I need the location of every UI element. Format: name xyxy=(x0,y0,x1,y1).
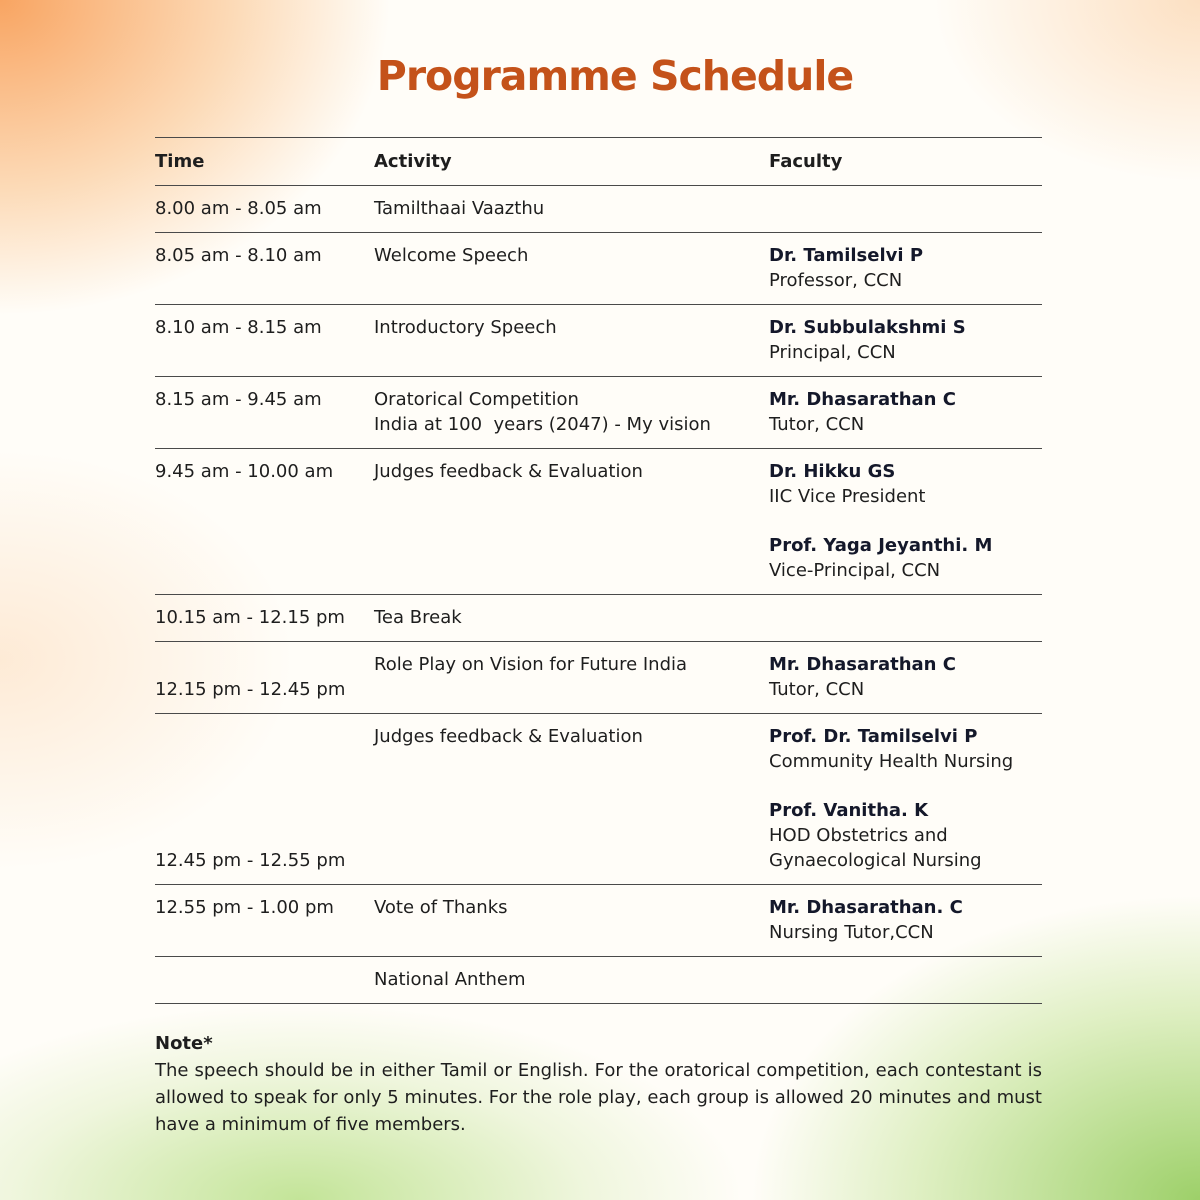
faculty-name: Dr. Hikku GS xyxy=(769,461,896,482)
row-activity xyxy=(374,377,769,449)
faculty-role: Principal, CCN xyxy=(769,342,896,363)
table-row xyxy=(155,885,1042,957)
faculty-name: Dr. Tamilselvi P xyxy=(769,245,924,266)
row-activity: Introductory Speech xyxy=(374,305,769,377)
row-time: 9.45 am - 10.00 am xyxy=(155,449,374,595)
table-row xyxy=(155,186,1042,233)
faculty-role: Professor, CCN xyxy=(769,270,903,291)
row-activity: Welcome Speech xyxy=(374,233,769,305)
table-row xyxy=(155,233,1042,305)
table-row xyxy=(155,377,1042,449)
faculty-role: Vice-Principal, CCN xyxy=(769,560,941,581)
faculty-name: Mr. Dhasarathan C xyxy=(769,389,956,410)
row-faculty xyxy=(769,595,1042,642)
row-time: 12.15 pm - 12.45 pm xyxy=(155,642,374,714)
faculty-role: Tutor, CCN xyxy=(769,414,865,435)
faculty-name: Mr. Dhasarathan. C xyxy=(769,897,963,918)
table-row xyxy=(155,595,1042,642)
row-time: 8.00 am - 8.05 am xyxy=(155,186,374,233)
row-faculty xyxy=(769,885,1042,957)
faculty-role: Gynaecological Nursing xyxy=(769,850,982,871)
row-faculty xyxy=(769,642,1042,714)
faculty-name: Prof. Yaga Jeyanthi. M xyxy=(769,535,993,556)
table-row xyxy=(155,714,1042,885)
table-row xyxy=(155,642,1042,714)
activity-subtitle: India at 100 years (2047) - My vision xyxy=(374,414,711,435)
row-time: 8.10 am - 8.15 am xyxy=(155,305,374,377)
table-row xyxy=(155,305,1042,377)
header-time: Time xyxy=(155,138,374,186)
row-faculty xyxy=(769,233,1042,305)
note-section xyxy=(155,1030,1042,1138)
schedule-table xyxy=(155,137,1042,1004)
row-activity: Vote of Thanks xyxy=(374,885,769,957)
activity-line: Oratorical Competition xyxy=(374,389,579,410)
row-time: 8.15 am - 9.45 am xyxy=(155,377,374,449)
row-activity: Judges feedback & Evaluation xyxy=(374,714,769,885)
note-text: The speech should be in either Tamil or English. For the oratorical competition, each contestant is allowed to speak for only 5 minutes. For the role play, each group is allowed 20 minutes and must have a minimum of five members. xyxy=(155,1060,1042,1135)
row-faculty xyxy=(769,957,1042,1004)
table-header-row xyxy=(155,138,1042,186)
header-activity: Activity xyxy=(374,138,769,186)
row-activity: Role Play on Vision for Future India xyxy=(374,642,769,714)
row-faculty xyxy=(769,449,1042,595)
faculty-name: Dr. Subbulakshmi S xyxy=(769,317,966,338)
faculty-role: IIC Vice President xyxy=(769,486,926,507)
faculty-name: Prof. Vanitha. K xyxy=(769,800,929,821)
row-activity: Judges feedback & Evaluation xyxy=(374,449,769,595)
note-title: Note* xyxy=(155,1033,213,1054)
faculty-name: Prof. Dr. Tamilselvi P xyxy=(769,726,978,747)
row-faculty xyxy=(769,186,1042,233)
faculty-role: Nursing Tutor,CCN xyxy=(769,922,934,943)
row-time: 12.45 pm - 12.55 pm xyxy=(155,714,374,885)
row-time: 8.05 am - 8.10 am xyxy=(155,233,374,305)
table-row xyxy=(155,449,1042,595)
row-time: 12.55 pm - 1.00 pm xyxy=(155,885,374,957)
row-activity: Tea Break xyxy=(374,595,769,642)
page-title: Programme Schedule xyxy=(376,52,854,100)
row-activity: National Anthem xyxy=(374,957,769,1004)
row-faculty xyxy=(769,714,1042,885)
faculty-role: HOD Obstetrics and xyxy=(769,825,948,846)
row-faculty xyxy=(769,377,1042,449)
row-activity: Tamilthaai Vaazthu xyxy=(374,186,769,233)
header-faculty: Faculty xyxy=(769,138,1042,186)
faculty-role: Tutor, CCN xyxy=(769,679,865,700)
row-faculty xyxy=(769,305,1042,377)
faculty-role: Community Health Nursing xyxy=(769,751,1014,772)
row-time: 10.15 am - 12.15 pm xyxy=(155,595,374,642)
faculty-name: Mr. Dhasarathan C xyxy=(769,654,956,675)
row-time xyxy=(155,957,374,1004)
table-row xyxy=(155,957,1042,1004)
